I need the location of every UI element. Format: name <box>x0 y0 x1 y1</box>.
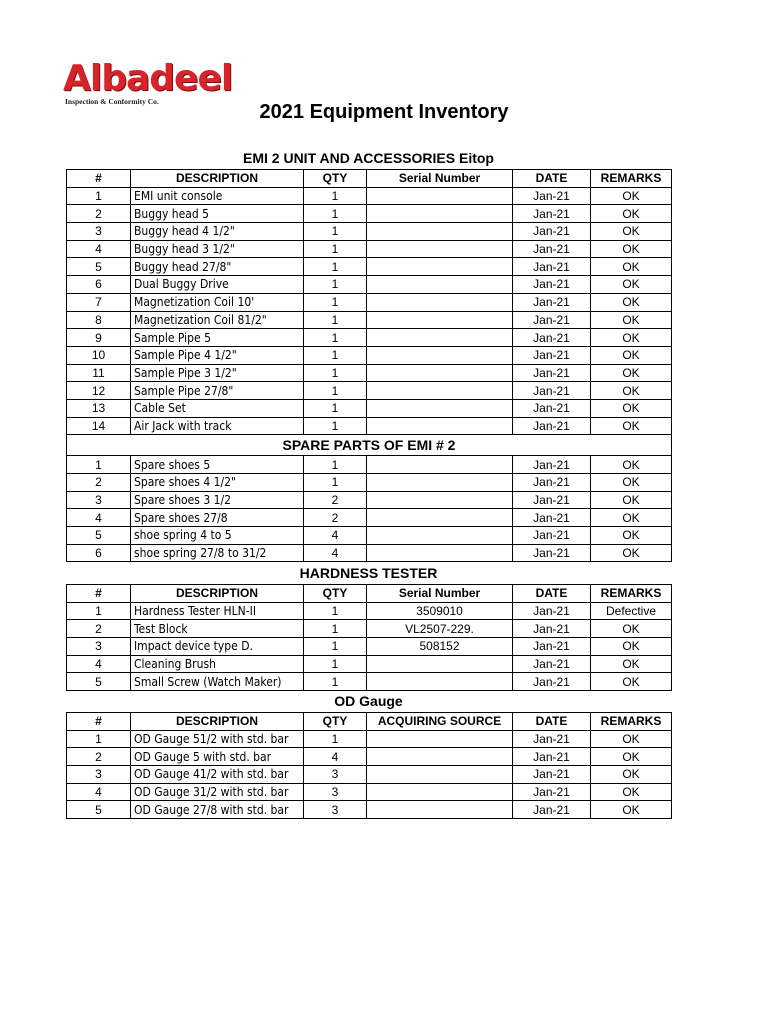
table-row <box>67 223 672 241</box>
cell-description: Magnetization Coil 10' <box>131 293 304 311</box>
table-row <box>67 544 672 562</box>
cell-date: Jan-21 <box>513 187 591 205</box>
cell-date: Jan-21 <box>513 801 591 819</box>
cell-serial-number <box>367 382 513 400</box>
cell-description: Cable Set <box>131 399 304 417</box>
cell-serial-number <box>367 346 513 364</box>
cell-qty: 1 <box>304 205 367 223</box>
page-title: 2021 Equipment Inventory <box>259 101 509 123</box>
cell-serial-number <box>367 276 513 294</box>
table-row <box>67 187 672 205</box>
cell-date: Jan-21 <box>513 620 591 638</box>
cell-qty: 1 <box>304 364 367 382</box>
column-header-item-number: # <box>67 585 131 603</box>
cell-date: Jan-21 <box>513 509 591 527</box>
cell-qty: 1 <box>304 638 367 656</box>
cell-serial-number <box>367 544 513 562</box>
cell-description: Spare shoes 4 1/2" <box>131 474 304 492</box>
cell-item-number: 13 <box>67 399 131 417</box>
table-row <box>67 527 672 545</box>
cell-qty: 1 <box>304 382 367 400</box>
cell-qty: 2 <box>304 509 367 527</box>
cell-remarks: OK <box>591 346 672 364</box>
cell-serial-number <box>367 509 513 527</box>
cell-serial-number <box>367 223 513 241</box>
cell-qty: 4 <box>304 527 367 545</box>
cell-item-number: 4 <box>67 783 131 801</box>
cell-remarks: OK <box>591 474 672 492</box>
cell-item-number: 1 <box>67 602 131 620</box>
cell-item-number: 2 <box>67 205 131 223</box>
cell-item-number: 3 <box>67 638 131 656</box>
cell-date: Jan-21 <box>513 417 591 435</box>
cell-qty: 1 <box>304 620 367 638</box>
cell-item-number: 2 <box>67 748 131 766</box>
cell-remarks: OK <box>591 673 672 691</box>
cell-date: Jan-21 <box>513 602 591 620</box>
cell-description: OD Gauge 5 with std. bar <box>131 748 304 766</box>
cell-date: Jan-21 <box>513 766 591 784</box>
cell-remarks: OK <box>591 655 672 673</box>
table-row <box>67 474 672 492</box>
cell-item-number: 5 <box>67 801 131 819</box>
column-header-item-number: # <box>67 170 131 188</box>
cell-date: Jan-21 <box>513 364 591 382</box>
cell-item-number: 4 <box>67 509 131 527</box>
table-row <box>67 456 672 474</box>
cell-serial-number <box>367 399 513 417</box>
cell-remarks: OK <box>591 399 672 417</box>
cell-item-number: 5 <box>67 258 131 276</box>
cell-item-number: 3 <box>67 491 131 509</box>
cell-date: Jan-21 <box>513 205 591 223</box>
cell-serial-number <box>367 364 513 382</box>
cell-item-number: 1 <box>67 187 131 205</box>
cell-remarks: OK <box>591 766 672 784</box>
cell-description: Dual Buggy Drive <box>131 276 304 294</box>
cell-description: Cleaning Brush <box>131 655 304 673</box>
cell-serial-number <box>367 783 513 801</box>
cell-remarks: OK <box>591 527 672 545</box>
cell-date: Jan-21 <box>513 223 591 241</box>
cell-qty: 3 <box>304 783 367 801</box>
cell-date: Jan-21 <box>513 544 591 562</box>
cell-description: Sample Pipe 3 1/2" <box>131 364 304 382</box>
column-header-date: DATE <box>513 585 591 603</box>
cell-date: Jan-21 <box>513 382 591 400</box>
cell-description: Small Screw (Watch Maker) <box>131 673 304 691</box>
cell-remarks: OK <box>591 638 672 656</box>
cell-qty: 4 <box>304 748 367 766</box>
cell-qty: 1 <box>304 293 367 311</box>
column-header-qty: QTY <box>304 585 367 603</box>
cell-qty: 1 <box>304 346 367 364</box>
cell-description: OD Gauge 51/2 with std. bar <box>131 730 304 748</box>
table-row <box>67 801 672 819</box>
cell-remarks: OK <box>591 730 672 748</box>
cell-serial-number: 3509010 <box>367 602 513 620</box>
column-header-qty: QTY <box>304 713 367 731</box>
cell-serial-number: VL2507-229. <box>367 620 513 638</box>
cell-serial-number <box>367 456 513 474</box>
cell-remarks: OK <box>591 258 672 276</box>
logo-subtitle: Inspection & Conformity Co. <box>65 97 159 106</box>
table-row <box>67 783 672 801</box>
table-row <box>67 638 672 656</box>
cell-qty: 1 <box>304 730 367 748</box>
table-row <box>67 730 672 748</box>
logo-word: Albadeel <box>63 58 233 99</box>
cell-qty: 1 <box>304 417 367 435</box>
cell-remarks: OK <box>591 456 672 474</box>
cell-serial-number <box>367 673 513 691</box>
cell-item-number: 5 <box>67 527 131 545</box>
cell-item-number: 6 <box>67 544 131 562</box>
cell-description: Buggy head 4 1/2" <box>131 223 304 241</box>
cell-item-number: 1 <box>67 730 131 748</box>
cell-item-number: 7 <box>67 293 131 311</box>
table-row <box>67 346 672 364</box>
section-title-hardness: HARDNESS TESTER <box>299 565 438 581</box>
cell-serial-number <box>367 491 513 509</box>
od-gauge-table <box>66 712 672 819</box>
table-row <box>67 620 672 638</box>
cell-date: Jan-21 <box>513 276 591 294</box>
cell-description: Air Jack with track <box>131 417 304 435</box>
cell-description: Sample Pipe 27/8" <box>131 382 304 400</box>
cell-serial-number <box>367 748 513 766</box>
cell-serial-number <box>367 205 513 223</box>
cell-item-number: 2 <box>67 474 131 492</box>
cell-item-number: 8 <box>67 311 131 329</box>
cell-remarks: OK <box>591 276 672 294</box>
cell-qty: 2 <box>304 491 367 509</box>
table-row <box>67 509 672 527</box>
cell-remarks: OK <box>591 311 672 329</box>
column-header-description: DESCRIPTION <box>131 713 304 731</box>
cell-item-number: 12 <box>67 382 131 400</box>
table-row <box>67 258 672 276</box>
cell-qty: 1 <box>304 399 367 417</box>
cell-serial-number <box>367 474 513 492</box>
cell-remarks: OK <box>591 748 672 766</box>
table-row <box>67 276 672 294</box>
cell-serial-number <box>367 766 513 784</box>
cell-date: Jan-21 <box>513 673 591 691</box>
cell-remarks: OK <box>591 509 672 527</box>
cell-remarks: OK <box>591 187 672 205</box>
cell-remarks: OK <box>591 223 672 241</box>
column-header-description: DESCRIPTION <box>131 170 304 188</box>
cell-description: Buggy head 5 <box>131 205 304 223</box>
table-row <box>67 417 672 435</box>
cell-description: Impact device type D. <box>131 638 304 656</box>
cell-description: shoe spring 27/8 to 31/2 <box>131 544 304 562</box>
column-header-remarks: REMARKS <box>591 170 672 188</box>
cell-description: Spare shoes 3 1/2 <box>131 491 304 509</box>
cell-remarks: OK <box>591 329 672 347</box>
cell-description: Spare shoes 27/8 <box>131 509 304 527</box>
cell-description: OD Gauge 27/8 with std. bar <box>131 801 304 819</box>
cell-serial-number <box>367 311 513 329</box>
cell-item-number: 3 <box>67 766 131 784</box>
cell-item-number: 3 <box>67 223 131 241</box>
hardness-table <box>66 584 672 691</box>
section-title-od: OD Gauge <box>334 693 403 709</box>
cell-serial-number <box>367 730 513 748</box>
cell-item-number: 2 <box>67 620 131 638</box>
cell-date: Jan-21 <box>513 293 591 311</box>
cell-item-number: 6 <box>67 276 131 294</box>
cell-remarks: Defective <box>591 602 672 620</box>
table-row <box>67 673 672 691</box>
cell-remarks: OK <box>591 544 672 562</box>
cell-date: Jan-21 <box>513 474 591 492</box>
cell-qty: 1 <box>304 276 367 294</box>
column-header-qty: QTY <box>304 170 367 188</box>
cell-qty: 3 <box>304 801 367 819</box>
table-row <box>67 602 672 620</box>
cell-qty: 1 <box>304 329 367 347</box>
cell-item-number: 4 <box>67 655 131 673</box>
cell-date: Jan-21 <box>513 730 591 748</box>
table-header-row <box>67 713 672 731</box>
spare-parts-subheader: SPARE PARTS OF EMI # 2 <box>67 435 672 456</box>
column-header-date: DATE <box>513 713 591 731</box>
table-row <box>67 491 672 509</box>
cell-description: OD Gauge 41/2 with std. bar <box>131 766 304 784</box>
cell-remarks: OK <box>591 417 672 435</box>
cell-remarks: OK <box>591 491 672 509</box>
table-row <box>67 766 672 784</box>
cell-date: Jan-21 <box>513 638 591 656</box>
cell-qty: 1 <box>304 258 367 276</box>
column-header-serial-number: ACQUIRING SOURCE <box>367 713 513 731</box>
cell-remarks: OK <box>591 205 672 223</box>
table-row <box>67 205 672 223</box>
table-row <box>67 311 672 329</box>
cell-qty: 1 <box>304 311 367 329</box>
cell-qty: 1 <box>304 673 367 691</box>
cell-serial-number <box>367 417 513 435</box>
cell-description: OD Gauge 31/2 with std. bar <box>131 783 304 801</box>
cell-item-number: 9 <box>67 329 131 347</box>
cell-qty: 3 <box>304 766 367 784</box>
cell-date: Jan-21 <box>513 748 591 766</box>
cell-item-number: 14 <box>67 417 131 435</box>
cell-description: Magnetization Coil 81/2" <box>131 311 304 329</box>
cell-serial-number <box>367 527 513 545</box>
cell-remarks: OK <box>591 620 672 638</box>
emi-table <box>66 169 672 562</box>
cell-serial-number <box>367 293 513 311</box>
cell-remarks: OK <box>591 382 672 400</box>
cell-serial-number: 508152 <box>367 638 513 656</box>
table-row <box>67 293 672 311</box>
column-header-serial-number: Serial Number <box>367 585 513 603</box>
cell-date: Jan-21 <box>513 399 591 417</box>
cell-date: Jan-21 <box>513 783 591 801</box>
table-row <box>67 399 672 417</box>
cell-date: Jan-21 <box>513 329 591 347</box>
cell-description: Buggy head 27/8" <box>131 258 304 276</box>
cell-item-number: 10 <box>67 346 131 364</box>
cell-item-number: 1 <box>67 456 131 474</box>
cell-qty: 1 <box>304 602 367 620</box>
table-row <box>67 364 672 382</box>
cell-item-number: 11 <box>67 364 131 382</box>
cell-description: Test Block <box>131 620 304 638</box>
section-title-emi: EMI 2 UNIT AND ACCESSORIES Eitop <box>243 150 494 166</box>
table-header-row <box>67 170 672 188</box>
cell-date: Jan-21 <box>513 655 591 673</box>
table-row <box>67 382 672 400</box>
column-header-item-number: # <box>67 713 131 731</box>
cell-date: Jan-21 <box>513 311 591 329</box>
cell-date: Jan-21 <box>513 240 591 258</box>
table-row <box>67 655 672 673</box>
cell-date: Jan-21 <box>513 346 591 364</box>
cell-remarks: OK <box>591 801 672 819</box>
cell-description: Spare shoes 5 <box>131 456 304 474</box>
cell-date: Jan-21 <box>513 527 591 545</box>
column-header-remarks: REMARKS <box>591 585 672 603</box>
cell-serial-number <box>367 329 513 347</box>
cell-description: shoe spring 4 to 5 <box>131 527 304 545</box>
column-header-date: DATE <box>513 170 591 188</box>
column-header-serial-number: Serial Number <box>367 170 513 188</box>
cell-qty: 1 <box>304 474 367 492</box>
cell-date: Jan-21 <box>513 258 591 276</box>
cell-qty: 1 <box>304 240 367 258</box>
cell-remarks: OK <box>591 293 672 311</box>
column-header-remarks: REMARKS <box>591 713 672 731</box>
cell-description: Sample Pipe 5 <box>131 329 304 347</box>
cell-remarks: OK <box>591 364 672 382</box>
table-row <box>67 748 672 766</box>
cell-remarks: OK <box>591 783 672 801</box>
spare-parts-subheader-row <box>67 435 672 456</box>
cell-serial-number <box>367 258 513 276</box>
cell-remarks: OK <box>591 240 672 258</box>
cell-qty: 1 <box>304 655 367 673</box>
cell-serial-number <box>367 187 513 205</box>
table-row <box>67 329 672 347</box>
cell-description: Hardness Tester HLN-II <box>131 602 304 620</box>
cell-serial-number <box>367 801 513 819</box>
cell-date: Jan-21 <box>513 491 591 509</box>
column-header-description: DESCRIPTION <box>131 585 304 603</box>
cell-qty: 1 <box>304 223 367 241</box>
logo-wordmark <box>63 58 253 99</box>
table-header-row <box>67 585 672 603</box>
cell-qty: 1 <box>304 187 367 205</box>
cell-description: Buggy head 3 1/2" <box>131 240 304 258</box>
cell-item-number: 5 <box>67 673 131 691</box>
cell-qty: 1 <box>304 456 367 474</box>
cell-date: Jan-21 <box>513 456 591 474</box>
cell-qty: 4 <box>304 544 367 562</box>
cell-serial-number <box>367 655 513 673</box>
cell-description: Sample Pipe 4 1/2" <box>131 346 304 364</box>
table-row <box>67 240 672 258</box>
cell-description: EMI unit console <box>131 187 304 205</box>
cell-item-number: 4 <box>67 240 131 258</box>
cell-serial-number <box>367 240 513 258</box>
